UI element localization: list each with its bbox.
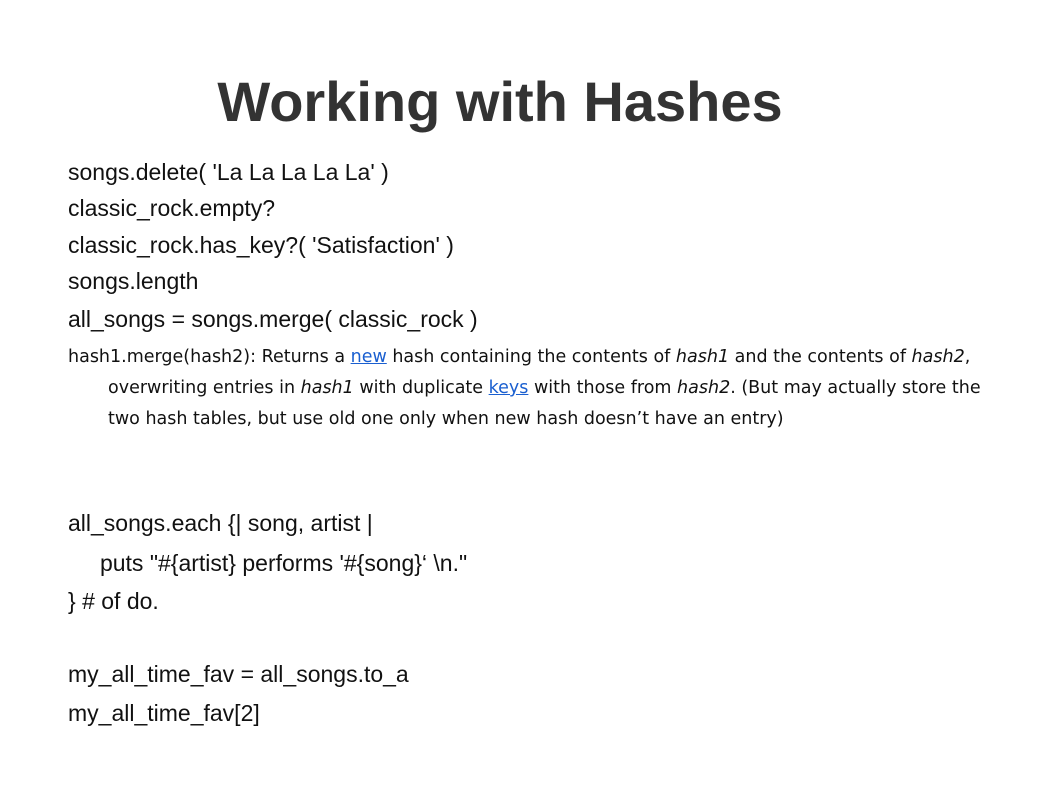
code-line-puts: puts "#{artist} performs '#{song}‘ \n."	[68, 550, 468, 576]
slide-title: Working with Hashes	[217, 70, 783, 133]
desc-part2: hash containing the contents of	[386, 347, 676, 367]
desc-part4: , overwriting entries in	[108, 347, 971, 398]
hash1-term: hash1	[675, 347, 730, 367]
desc-part6: with those from	[528, 378, 678, 398]
keys-link[interactable]: keys	[488, 378, 529, 398]
hash1-term: hash1	[300, 378, 354, 398]
desc-part7: . (But may actually store the two hash tables, but use old one only when new hash doesn’t have an entry)	[108, 378, 981, 429]
code-line-merge: all_songs = songs.merge( classic_rock )	[68, 306, 478, 332]
desc-part5: with duplicate	[353, 378, 489, 398]
new-link[interactable]: new	[350, 347, 387, 367]
code-line-songs-length: songs.length	[68, 268, 199, 294]
desc-part3: and the contents of	[729, 347, 912, 367]
code-line-each: all_songs.each {| song, artist |	[68, 510, 373, 536]
merge-description	[68, 342, 1008, 435]
hash2-term: hash2	[911, 347, 965, 367]
code-line-songs-delete: songs.delete( 'La La La La La' )	[68, 159, 389, 185]
code-line-has-key: classic_rock.has_key?( 'Satisfaction' )	[68, 232, 454, 258]
hash2-term: hash2	[677, 378, 731, 398]
code-line-to-a: my_all_time_fav = all_songs.to_a	[68, 661, 409, 687]
code-line-classic-rock-empty: classic_rock.empty?	[68, 195, 276, 221]
code-line-end-block: } # of do.	[68, 588, 159, 614]
code-line-index: my_all_time_fav[2]	[68, 700, 260, 726]
desc-prefix: hash1.merge(hash2): Returns a	[68, 347, 351, 367]
